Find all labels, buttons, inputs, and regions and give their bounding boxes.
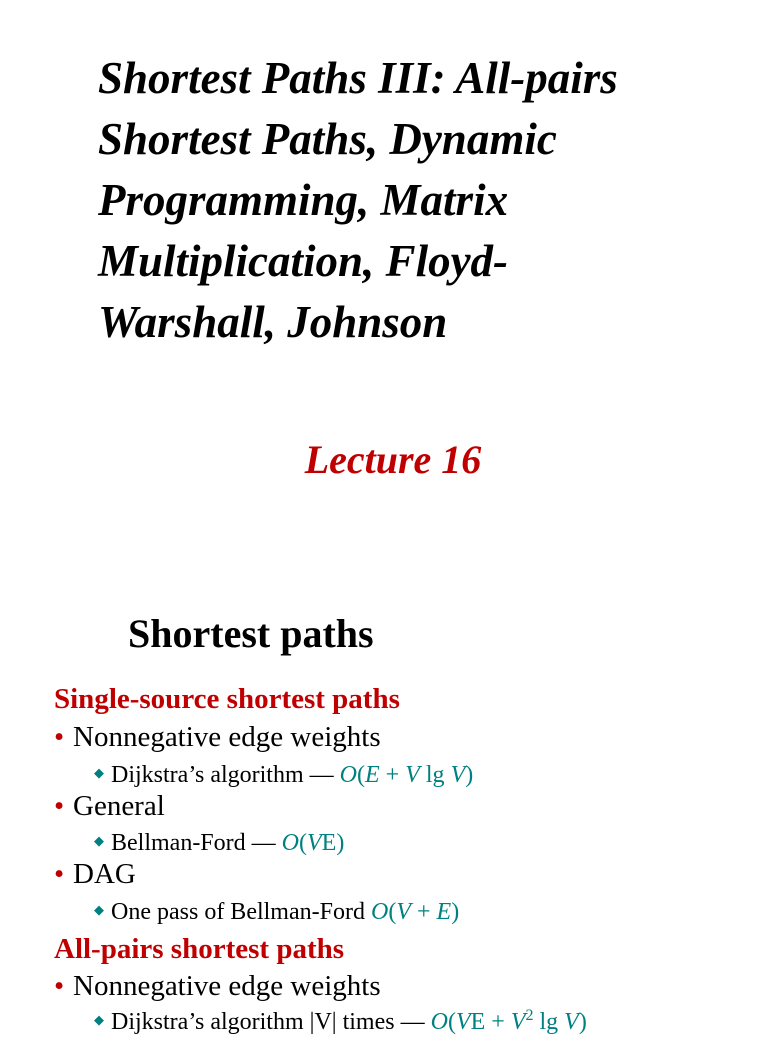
diamond-bullet-icon: ◆	[94, 1012, 104, 1027]
bullet-item	[54, 720, 381, 754]
bullet-label: Nonnegative edge weights	[73, 721, 381, 753]
slide-title-line: Multiplication, Floyd-	[98, 236, 509, 286]
sub-bullet-item	[94, 826, 344, 858]
algorithm-text: One pass of Bellman-Ford	[111, 899, 371, 925]
bullet-item	[54, 789, 165, 823]
bullet-item	[54, 969, 381, 1003]
bullet-label: General	[73, 790, 165, 822]
bullet-icon: •	[54, 790, 65, 822]
diamond-bullet-icon: ◆	[94, 833, 104, 848]
complexity-formula: $O(VE + V^2$ lg V)	[430, 1007, 587, 1035]
sub-bullet-item	[94, 758, 473, 790]
slide-heading: Shortest paths	[128, 611, 374, 656]
bullet-label: Nonnegative edge weights	[73, 970, 381, 1002]
sub-bullet-item	[94, 895, 459, 927]
algorithm-text: Dijkstra’s algorithm —	[111, 762, 340, 788]
bullet-icon: •	[54, 970, 65, 1002]
section-heading-single-source: Single-source shortest paths	[54, 683, 400, 715]
bullet-label: DAG	[73, 858, 136, 890]
lecture-number: Lecture 16	[304, 437, 482, 482]
complexity-formula: O(V + E)	[370, 899, 460, 925]
diamond-bullet-icon: ◆	[94, 765, 104, 780]
slide-title-line: Warshall, Johnson	[98, 297, 448, 347]
complexity-formula: O(E + V lg V)	[339, 762, 474, 788]
algorithm-text: Dijkstra’s algorithm |V| times —	[111, 1009, 431, 1035]
diamond-bullet-icon: ◆	[94, 902, 104, 917]
algorithm-text: Bellman-Ford —	[111, 830, 282, 856]
section-heading-all-pairs: All-pairs shortest paths	[54, 933, 345, 965]
slide-title	[98, 48, 738, 353]
slide-title-line: Programming, Matrix	[98, 175, 509, 225]
bullet-icon: •	[54, 858, 65, 890]
slide-title-line: Shortest Paths, Dynamic	[98, 114, 557, 164]
complexity-formula: O(VE)	[281, 830, 345, 856]
bullet-icon: •	[54, 721, 65, 753]
slide-title-line: Shortest Paths III: All-pairs	[98, 53, 618, 103]
bullet-item	[54, 857, 136, 891]
sub-bullet-item	[94, 1005, 587, 1037]
